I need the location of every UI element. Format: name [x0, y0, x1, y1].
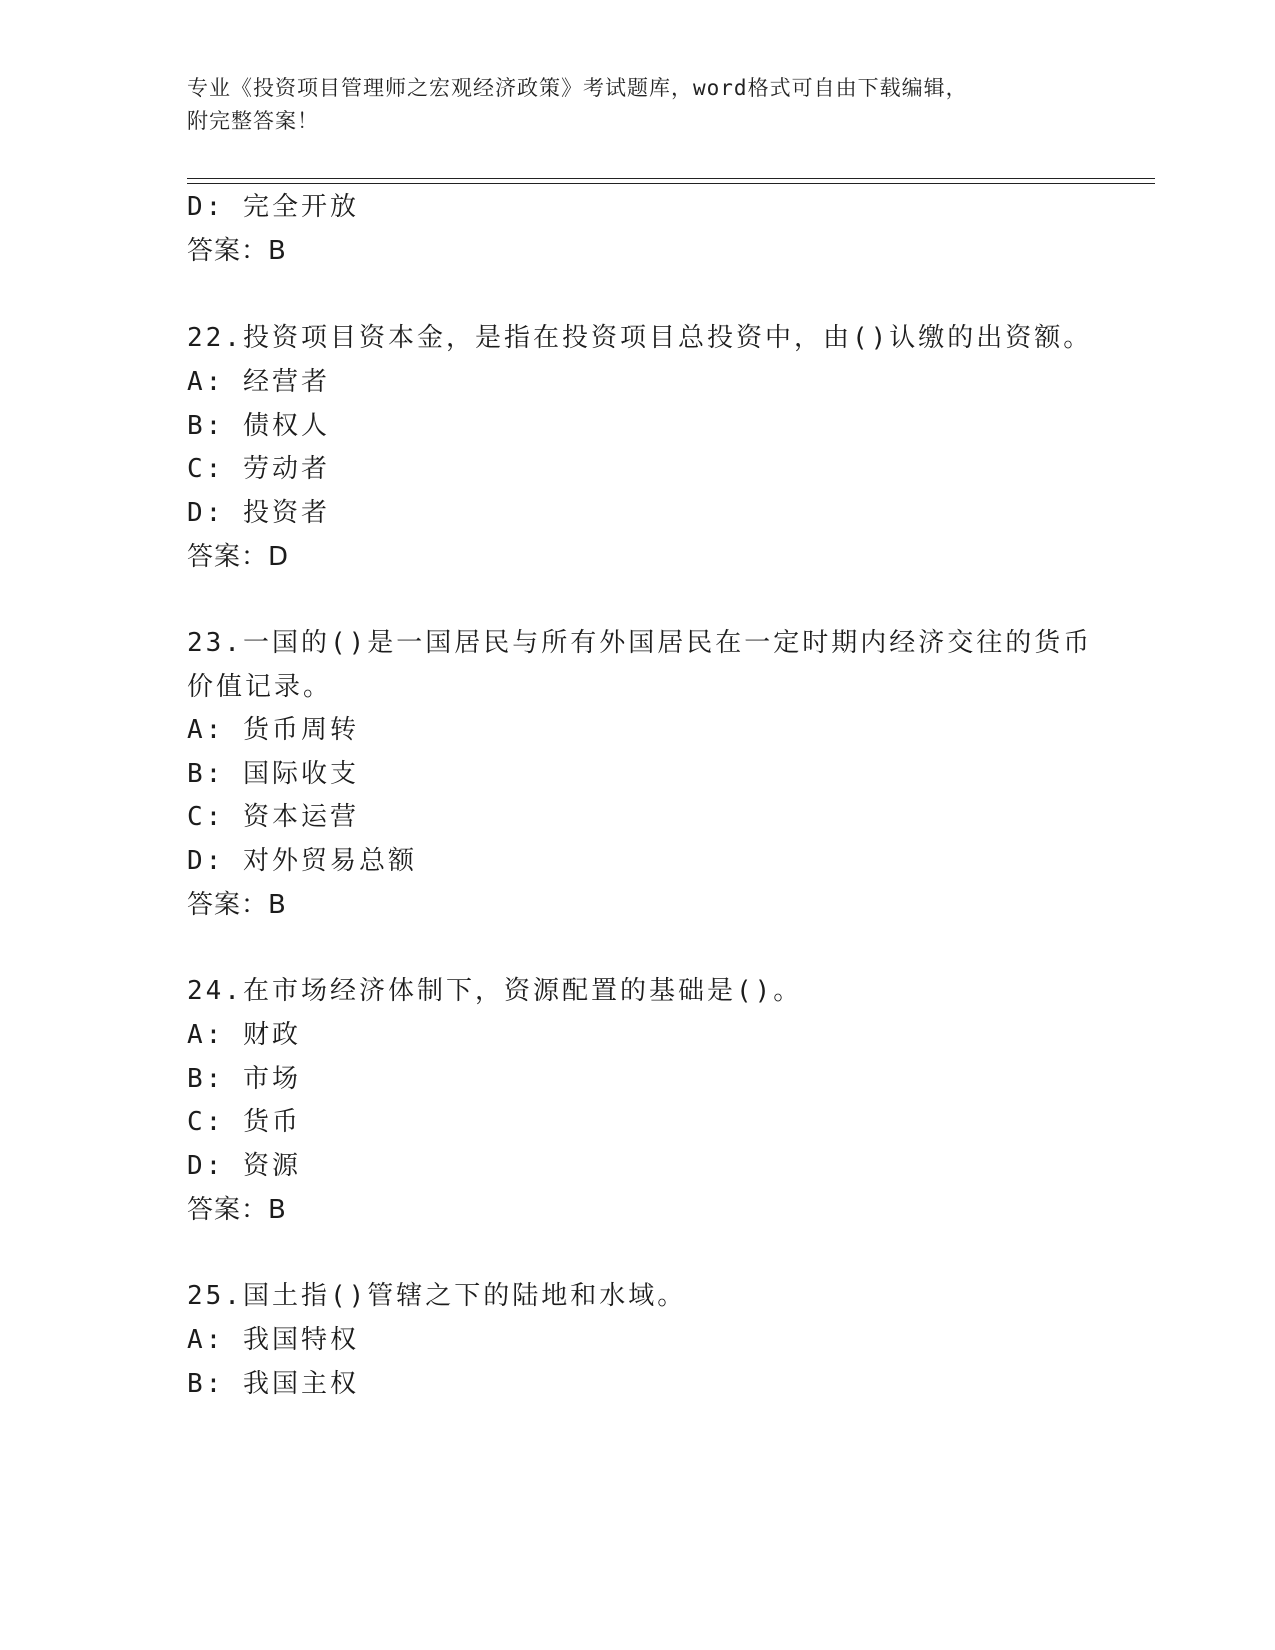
q22-option-b: B: 债权人	[187, 411, 330, 441]
q23-stem-line-1: 23.一国的()是一国居民与所有外国居民在一定时期内经济交往的货币	[187, 628, 1093, 658]
header-line-2: 附完整答案！	[187, 109, 319, 133]
document-header	[187, 72, 1087, 138]
q23-stem-line-2: 价值记录。	[187, 672, 333, 702]
prev-answer: 答案：B	[187, 236, 287, 266]
header-divider-bottom	[187, 183, 1155, 184]
q24-option-b: B: 市场	[187, 1064, 301, 1094]
q23-option-c: C: 资本运营	[187, 802, 359, 832]
q22-option-d: D: 投资者	[187, 498, 330, 528]
q22-stem: 22.投资项目资本金，是指在投资项目总投资中，由()认缴的出资额。	[187, 323, 1093, 353]
q24-option-d: D: 资源	[187, 1151, 301, 1181]
q25-option-b: B: 我国主权	[187, 1369, 359, 1399]
header-divider-top	[187, 178, 1155, 179]
q25-option-a: A: 我国特权	[187, 1325, 359, 1355]
q24-option-a: A: 财政	[187, 1020, 301, 1050]
q24-option-c: C: 货币	[187, 1107, 301, 1137]
header-line-1: 专业《投资项目管理师之宏观经济政策》考试题库，word格式可自由下载编辑，	[187, 76, 968, 100]
q23-option-b: B: 国际收支	[187, 759, 359, 789]
q24-stem: 24.在市场经济体制下，资源配置的基础是()。	[187, 976, 803, 1006]
q25-stem: 25.国土指()管辖之下的陆地和水域。	[187, 1281, 687, 1311]
prev-option-d: D: 完全开放	[187, 192, 359, 222]
q23-option-a: A: 货币周转	[187, 715, 359, 745]
q24-answer: 答案：B	[187, 1195, 287, 1225]
q23-option-d: D: 对外贸易总额	[187, 846, 417, 876]
q22-option-c: C: 劳动者	[187, 454, 330, 484]
q22-option-a: A: 经营者	[187, 367, 330, 397]
q22-answer: 答案：D	[187, 542, 290, 572]
q23-answer: 答案：B	[187, 890, 287, 920]
